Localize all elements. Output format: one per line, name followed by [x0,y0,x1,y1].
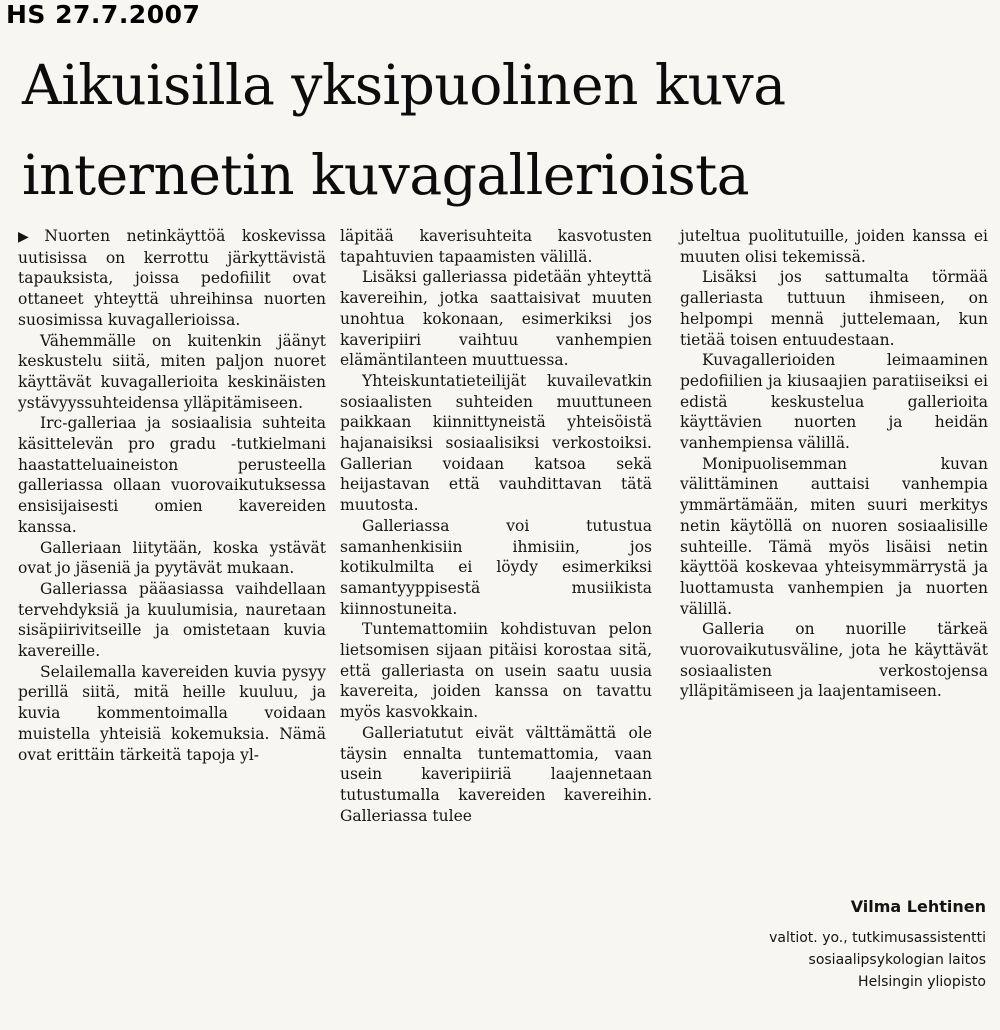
article-paragraph: Tuntemattomiin kohdistuvan pelon lietsomisen sijaan pitäisi korostaa sitä, että galleriasta on usein saatu uusia kavereita, joiden kanssa on tavattu myös kasvokkain. [340,620,652,722]
article-paragraph: Lisäksi jos sattumalta törmää galleriasta tuttuun ihmiseen, on helpompi mennä juttelemaan, kun tietää toisen entuudestaan. [680,268,988,349]
article-paragraph: Monipuolisemman kuvan välittäminen auttaisi vanhempia ymmärtämään, miten suuri merkitys netin käytöllä on nuoren sosiaalisille suhteille. Tämä myös lisäisi netin käyttöä koskevaa yhteisymmärrystä ja luottamusta vanhempien ja nuorten välillä. [680,454,988,618]
bullet-triangle-icon: ▶ [18,229,41,245]
article-paragraph: läpitää kaverisuhteita kasvotusten tapahtuvien tapaamisten välillä. [340,227,652,266]
byline [680,895,986,993]
article-paragraph: Yhteiskuntatieteilijät kuvailevatkin sosiaalisten suhteiden muuttuneen paikkaan kiinnittyneistä yhteisöistä hajanaisiksi sosiaalisiksi verkostoiksi. Gallerian voidaan katsoa sekä heijastavan että vauhdittavan tätä muutosta. [340,371,652,515]
article-paragraph: Selailemalla kavereiden kuvia pysyy perillä siitä, mitä heille kuuluu, ja kuvia kommentoimalla voidaan muistella yhteisiä kokemuksia. Nämä ovat erittäin tärkeitä tapoja yl- [18,662,326,764]
author-university: Helsingin yliopisto [858,974,986,990]
article-column-3 [680,226,988,702]
article-column-1 [18,226,326,765]
article-paragraph: Lisäksi galleriassa pidetään yhteyttä kavereihin, jotka saattaisivat muuten unohtua kokonaan, esimerkiksi jos kaveripiiri vaihtuu vanhempien elämäntilanteen muuttuessa. [340,268,652,370]
author-name: Vilma Lehtinen [850,897,986,916]
article-paragraph: Galleriaan liitytään, koska ystävät ovat jo jäseniä ja pyytävät mukaan. [18,538,326,578]
author-title: valtiot. yo., tutkimusassistentti [769,930,986,946]
article-paragraph: Galleriassa pääasiassa vaihdellaan tervehdyksiä ja kuulumisia, nauretaan sisäpiirivitseille ja omistetaan kuvia kavereille. [18,579,326,661]
author-department: sosiaalipsykologian laitos [808,952,986,968]
article-paragraph: Vähemmälle on kuitenkin jäänyt keskustelu siitä, miten paljon nuoret käyttävät kuvagallerioita keskinäisten ystävyyssuhteidensa ylläpitämiseen. [18,331,326,412]
article-paragraph: Kuvagallerioiden leimaaminen pedofiilien ja kiusaajien paratiiseiksi ei edistä keskustelua gallerioita käyttävien nuorten ja heidän vanhempiensa välillä. [680,351,988,453]
article-paragraph: Galleria on nuorille tärkeä vuorovaikutusväline, jota he käyttävät sosiaalisten verkostojensa ylläpitämiseen ja laajentamiseen. [680,620,988,701]
headline-line-2: internetin kuvagallerioista [22,143,750,207]
article-paragraph: juteltua puolitutuille, joiden kanssa ei muuten olisi tekemissä. [680,227,988,266]
date-stamp: HS 27.7.2007 [6,0,201,29]
article-paragraph: Galleriassa voi tutustua samanhenkisiin ihmisiin, jos kotikulmilta ei löydy esimerkiksi samantyyppisestä musiikista kiinnostuneita. [340,516,652,618]
headline [22,40,992,220]
headline-line-1: Aikuisilla yksipuolinen kuva [22,53,786,117]
article-paragraph: Irc-galleriaa ja sosiaalisia suhteita käsittelevän pro gradu -tutkielmani haastatteluaineiston perusteella galleriassa ollaan vuorovaikutuksessa ensisijaisesti omien kavereiden kanssa. [18,414,326,536]
article-paragraph: Galleriatutut eivät välttämättä ole täysin ennalta tuntemattomia, vaan usein kaveripiiriä laajennetaan tutustumalla kavereiden kavereihin. Galleriassa tulee [340,723,652,825]
article-paragraph: ▶ Nuorten netinkäyttöä koskevissa uutisissa on kerrottu järkyttävistä tapauksista, joissa pedofiilit ovat ottaneet yhteyttä uhreihinsa nuorten suosimissa kuvagallerioissa. [18,227,326,329]
article-column-2 [340,226,652,826]
